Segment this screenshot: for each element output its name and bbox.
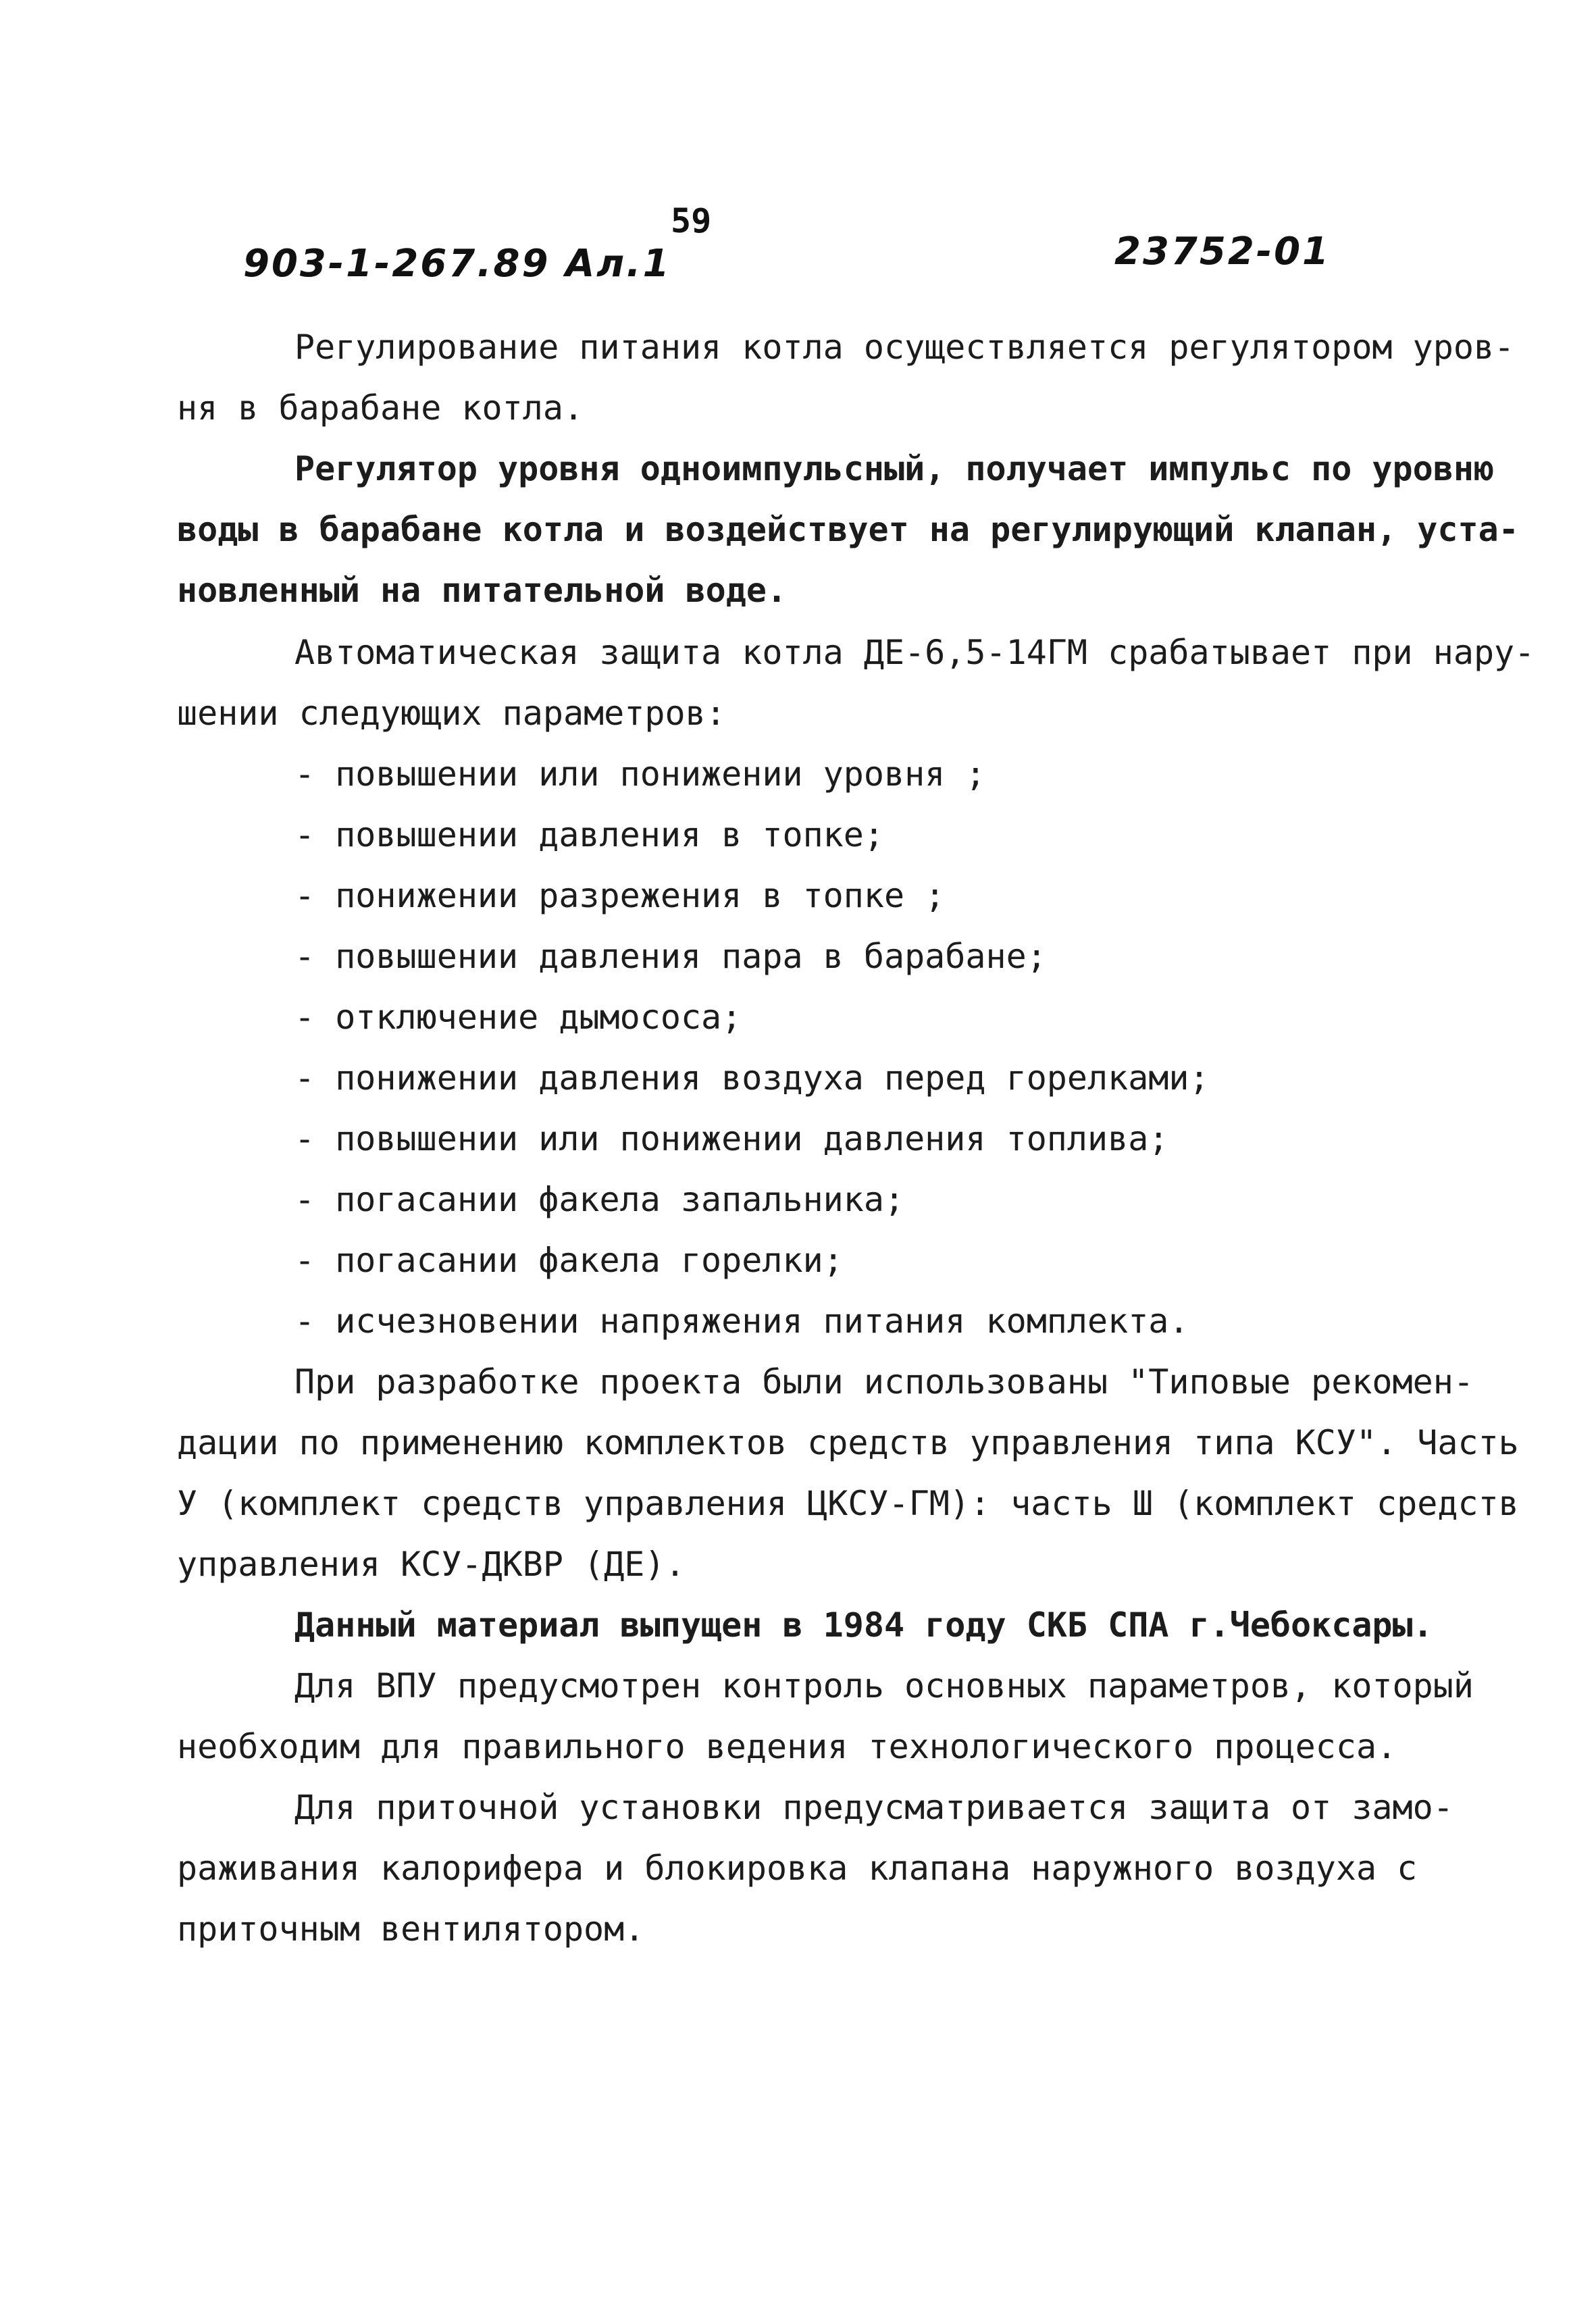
paragraph-7-line-3: приточным вентилятором. [177, 1909, 645, 1949]
list-item: - понижении давления воздуха перед горелками; [294, 1058, 1210, 1098]
paragraph-4-line-1: При разработке проекта были использованы "Типовые рекомен- [294, 1362, 1474, 1402]
sheet-code: 23752-01 [1114, 230, 1331, 274]
list-item: - повышении давления пара в барабане; [294, 937, 1047, 976]
list-item: - исчезновении напряжения питания комплекта. [294, 1302, 1189, 1341]
list-item: - погасании факела запальника; [294, 1180, 905, 1219]
paragraph-7-line-2: раживания калорифера и блокировка клапана наружного воздуха с [177, 1849, 1418, 1888]
list-item: - погасании факела горелки; [294, 1241, 844, 1280]
list-item: - понижении разрежения в топке ; [294, 876, 946, 915]
paragraph-2-line-3: новленный на питательной воде. [177, 571, 788, 610]
paragraph-7-line-1: Для приточной установки предусматривается защита от замо- [294, 1788, 1453, 1827]
paragraph-4-line-4: управления КСУ-ДКВР (ДЕ). [177, 1545, 686, 1584]
paragraph-3-line-2: шении следующих параметров: [177, 694, 726, 733]
paragraph-4-line-2: дации по применению комплектов средств управления типа КСУ". Часть [177, 1423, 1519, 1462]
list-item: - отключение дымососа; [294, 998, 742, 1037]
paragraph-1-line-2: ня в барабане котла. [177, 388, 584, 428]
paragraph-5-line-1: Данный материал выпущен в 1984 году СКБ СПА г.Чебоксары. [294, 1605, 1433, 1645]
list-item: - повышении давления в топке; [294, 815, 884, 854]
paragraph-6-line-1: Для ВПУ предусмотрен контроль основных параметров, который [294, 1666, 1474, 1705]
list-item: - повышении или понижении давления топлива; [294, 1119, 1169, 1158]
document-code: 903-1-267.89 Ал.1 [243, 242, 671, 286]
paragraph-2-line-2: воды в барабане котла и воздействует на регулирующий клапан, уста- [177, 510, 1519, 549]
paragraph-1-line-1: Регулирование питания котла осуществляется регулятором уров- [294, 328, 1515, 367]
paragraph-2-line-1: Регулятор уровня одноимпульсный, получает импульс по уровню [294, 449, 1495, 488]
paragraph-3-line-1: Автоматическая защита котла ДЕ-6,5-14ГМ срабатывает при нару- [294, 633, 1535, 672]
page-number: 59 [671, 201, 712, 240]
paragraph-4-line-3: У (комплект средств управления ЦКСУ-ГМ): часть Ш (комплект средств [177, 1484, 1519, 1523]
paragraph-6-line-2: необходим для правильного ведения технологического процесса. [177, 1727, 1397, 1766]
list-item: - повышении или понижении уровня ; [294, 754, 986, 794]
